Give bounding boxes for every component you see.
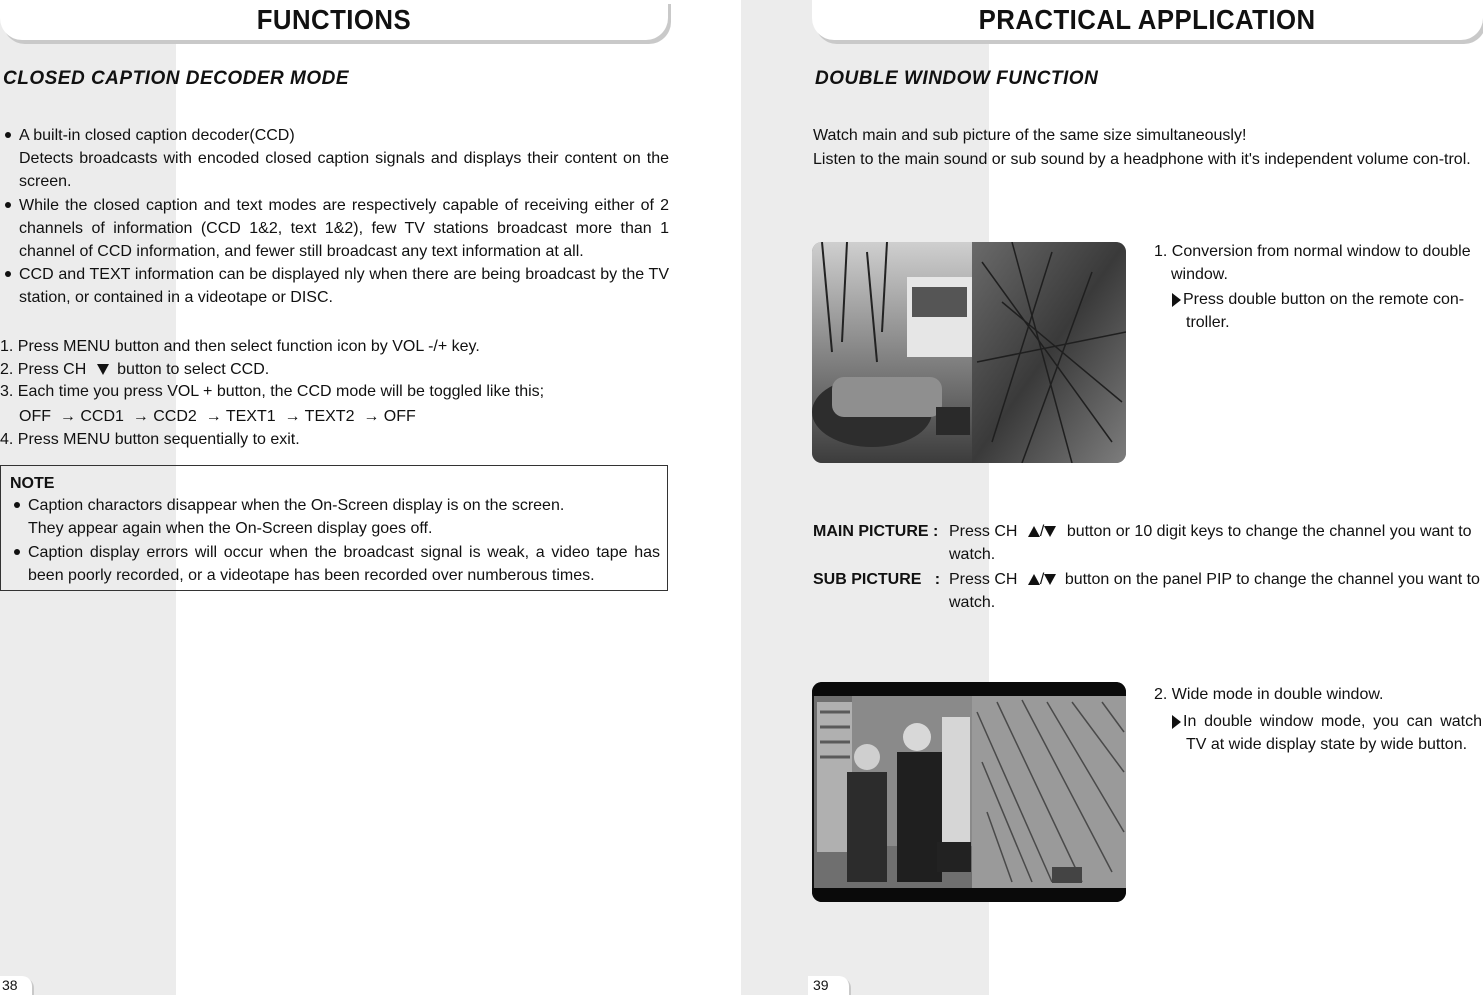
step-2 [0,358,269,381]
item-2-description [1172,710,1482,756]
bullet-icon [14,502,20,508]
note-box [0,465,668,591]
bullet-icon [14,549,20,555]
intro-line-2: Listen to the main sound or sub sound by a headphone with it's independent volume con-trol. [813,151,1471,168]
item-1-description [1172,288,1482,334]
left-page-header [0,0,668,40]
ch-up-icon [1028,574,1040,585]
note-item-1-line2: They appear again when the On-Screen display goes off. [28,520,433,537]
intro-line-1: Watch main and sub picture of the same size simultaneously! [813,127,1247,144]
step-1: 1. Press MENU button and then select function icon by VOL -/+ key. [0,338,480,355]
main-picture-text: Press CH / button or 10 digit keys to change the channel you want to watch. [949,523,1472,563]
sub-picture-text-prefix: Press CH [949,571,1018,588]
left-page-title: FUNCTIONS [256,4,412,35]
ch-down-icon [1044,574,1056,585]
bullet-1-line1: A built-in closed caption decoder(CCD) [19,127,295,144]
step-2-prefix: 2. Press CH [0,361,87,378]
item-2-description-text: In double window mode, you can watch TV at wide display state by wide button. [1183,713,1482,753]
bullet-icon [5,202,11,208]
item-1-title: 1. Conversion from normal window to double window. [1154,243,1471,283]
wide-mode-photo-graphic [812,682,1126,902]
bullet-icon [5,132,11,138]
main-picture-text-prefix: Press CH [949,523,1018,540]
bullet-2-text: While the closed caption and text modes are respectively capable of receiving either of 2 channels of information (CCD 1&2, text 1&2), few TV stations broadcast more than 1 channel of CCD information, and fewer still broadcast any text information at all. [19,197,669,260]
arrow-right-icon [1172,293,1181,307]
note-title: NOTE [10,475,55,492]
sub-picture-label: SUB PICTURE : [813,571,941,588]
ccd-mode-sequence: OFF → CCD1 → CCD2 → TEXT1 → TEXT2 → OFF [19,408,416,425]
double-window-photo-graphic [812,242,1126,463]
step-3: 3. Each time you press VOL + button, the CCD mode will be toggled like this; [0,383,545,400]
bullet-icon [5,271,11,277]
arrow-right-icon [1172,715,1181,729]
sub-picture-text: Press CH / button on the panel PIP to change the channel you want to watch. [949,571,1480,611]
sub-picture-text-suffix: button on the panel PIP to change the channel you want to watch. [949,571,1480,611]
right-page-title: PRACTICAL APPLICATION [979,4,1316,35]
step-4: 4. Press MENU button sequentially to exit. [0,431,300,448]
main-picture-label: MAIN PICTURE : [813,523,939,540]
bullet-3-text: CCD and TEXT information can be displayed nly when there are being broadcast by the TV station, or contained in a videotape or DISC. [19,266,669,306]
step-2-suffix: button to select CCD. [117,361,270,378]
right-section-title: DOUBLE WINDOW FUNCTION [815,68,1099,89]
left-section-title: CLOSED CAPTION DECODER MODE [3,68,350,89]
ch-down-icon [1044,526,1056,537]
ch-down-icon [97,364,109,375]
bullet-1-line2: Detects broadcasts with encoded closed caption signals and displays their content on the screen. [19,150,669,190]
ch-up-icon [1028,526,1040,537]
main-picture-text-suffix: button or 10 digit keys to change the channel you want to watch. [949,523,1472,563]
item-2-title: 2. Wide mode in double window. [1154,686,1384,703]
right-page-header [812,0,1483,40]
right-page-number: 39 [808,976,849,995]
wide-mode-photo [812,682,1126,902]
item-1-description-text: Press double button on the remote con-troller. [1183,291,1465,331]
note-item-1-line1: Caption charactors disappear when the On-Screen display is on the screen. [28,497,565,514]
left-page-number: 38 [0,976,32,995]
note-item-2: Caption display errors will occur when the broadcast signal is weak, a video tape has been poorly recorded, or a videotape has been recorded over numberous times. [28,544,660,584]
double-window-photo [812,242,1126,463]
